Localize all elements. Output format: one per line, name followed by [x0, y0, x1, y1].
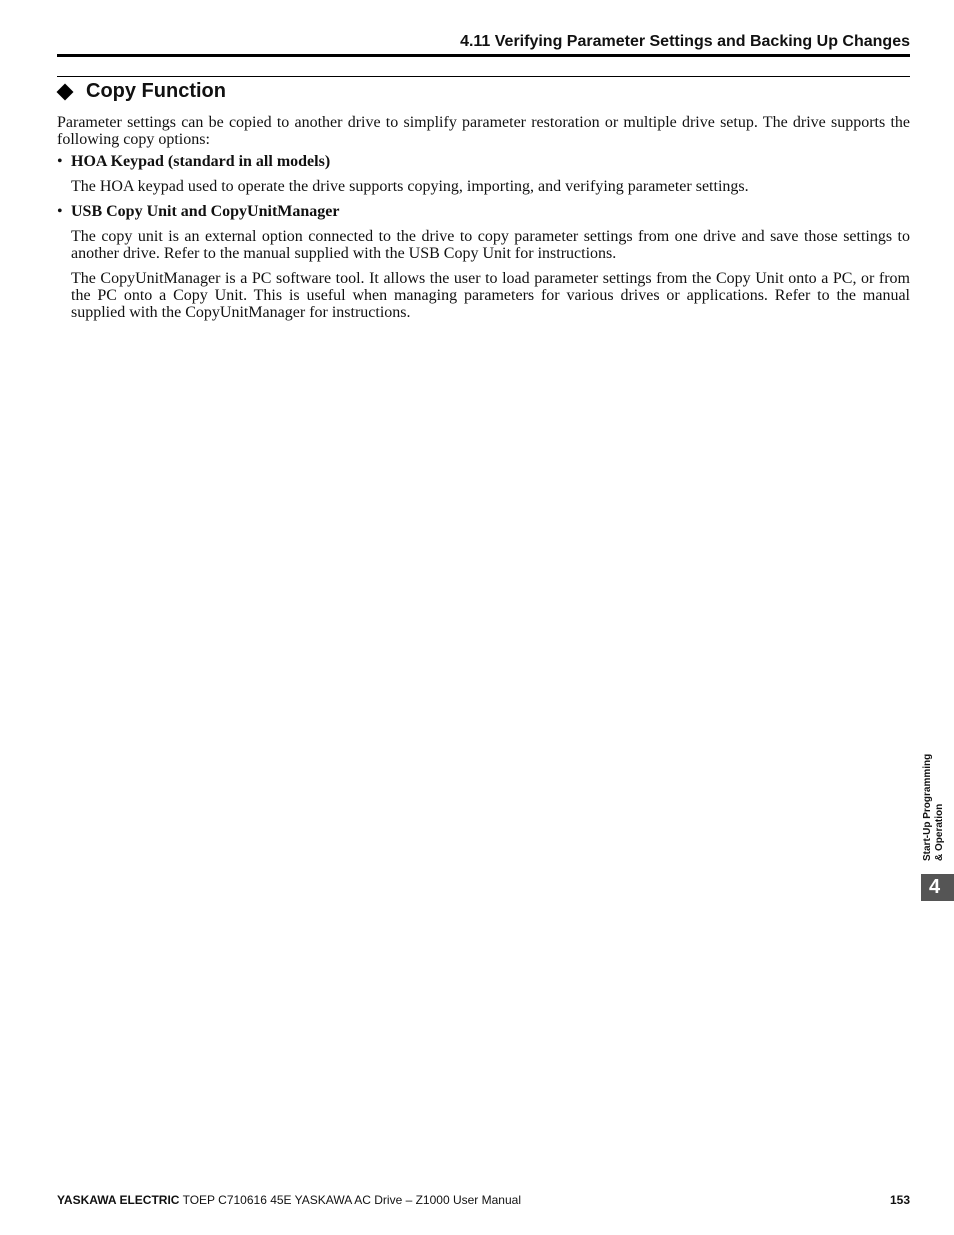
- intro-paragraph: Parameter settings can be copied to another drive to simplify parameter restoration or multiple drive setup. The drive supports the following copy options:: [57, 114, 910, 148]
- list-item-label: USB Copy Unit and CopyUnitManager: [71, 203, 340, 220]
- footer-doc-title: TOEP C710616 45E YASKAWA AC Drive – Z1000 User Manual: [182, 1193, 521, 1207]
- side-tab-line-1: Start-Up Programming: [922, 753, 933, 861]
- body-content: [57, 114, 910, 329]
- hoa-keypad-description: The HOA keypad used to operate the drive supports copying, importing, and verifying parameter settings.: [71, 178, 749, 195]
- list-item-usb-copy-unit: [57, 203, 910, 220]
- page-number: 153: [889, 1193, 910, 1207]
- header-rule: [57, 54, 910, 57]
- side-tab-label: [922, 733, 946, 861]
- side-tab-line-2: & Operation: [934, 803, 945, 861]
- section-rule: [57, 76, 910, 77]
- usb-copy-unit-description: The copy unit is an external option connected to the drive to copy parameter settings from one drive and save those settings to another drive. Refer to the manual supplied with the USB Copy Unit for instructions.: [71, 228, 910, 262]
- section-heading: [55, 80, 226, 103]
- footer-brand: YASKAWA ELECTRIC: [57, 1193, 180, 1207]
- page-footer: [57, 1193, 910, 1207]
- diamond-bullet-icon: [57, 83, 74, 100]
- bullet-icon: •: [57, 153, 63, 170]
- footer-doc-info: [57, 1193, 521, 1207]
- bullet-icon: •: [57, 203, 63, 220]
- list-item-label: HOA Keypad (standard in all models): [71, 153, 331, 170]
- section-title: Copy Function: [86, 80, 226, 102]
- list-item-hoa-keypad: [57, 153, 910, 170]
- chapter-tab: 4: [921, 874, 954, 901]
- running-header: 4.11 Verifying Parameter Settings and Backing Up Changes: [460, 33, 910, 50]
- copyunitmanager-description: The CopyUnitManager is a PC software tool. It allows the user to load parameter settings from the Copy Unit onto a PC, or from the PC onto a Copy Unit. This is useful when managing parameters for various drives or applications. Refer to the manual supplied with the CopyUnitManager for instructions.: [71, 270, 910, 321]
